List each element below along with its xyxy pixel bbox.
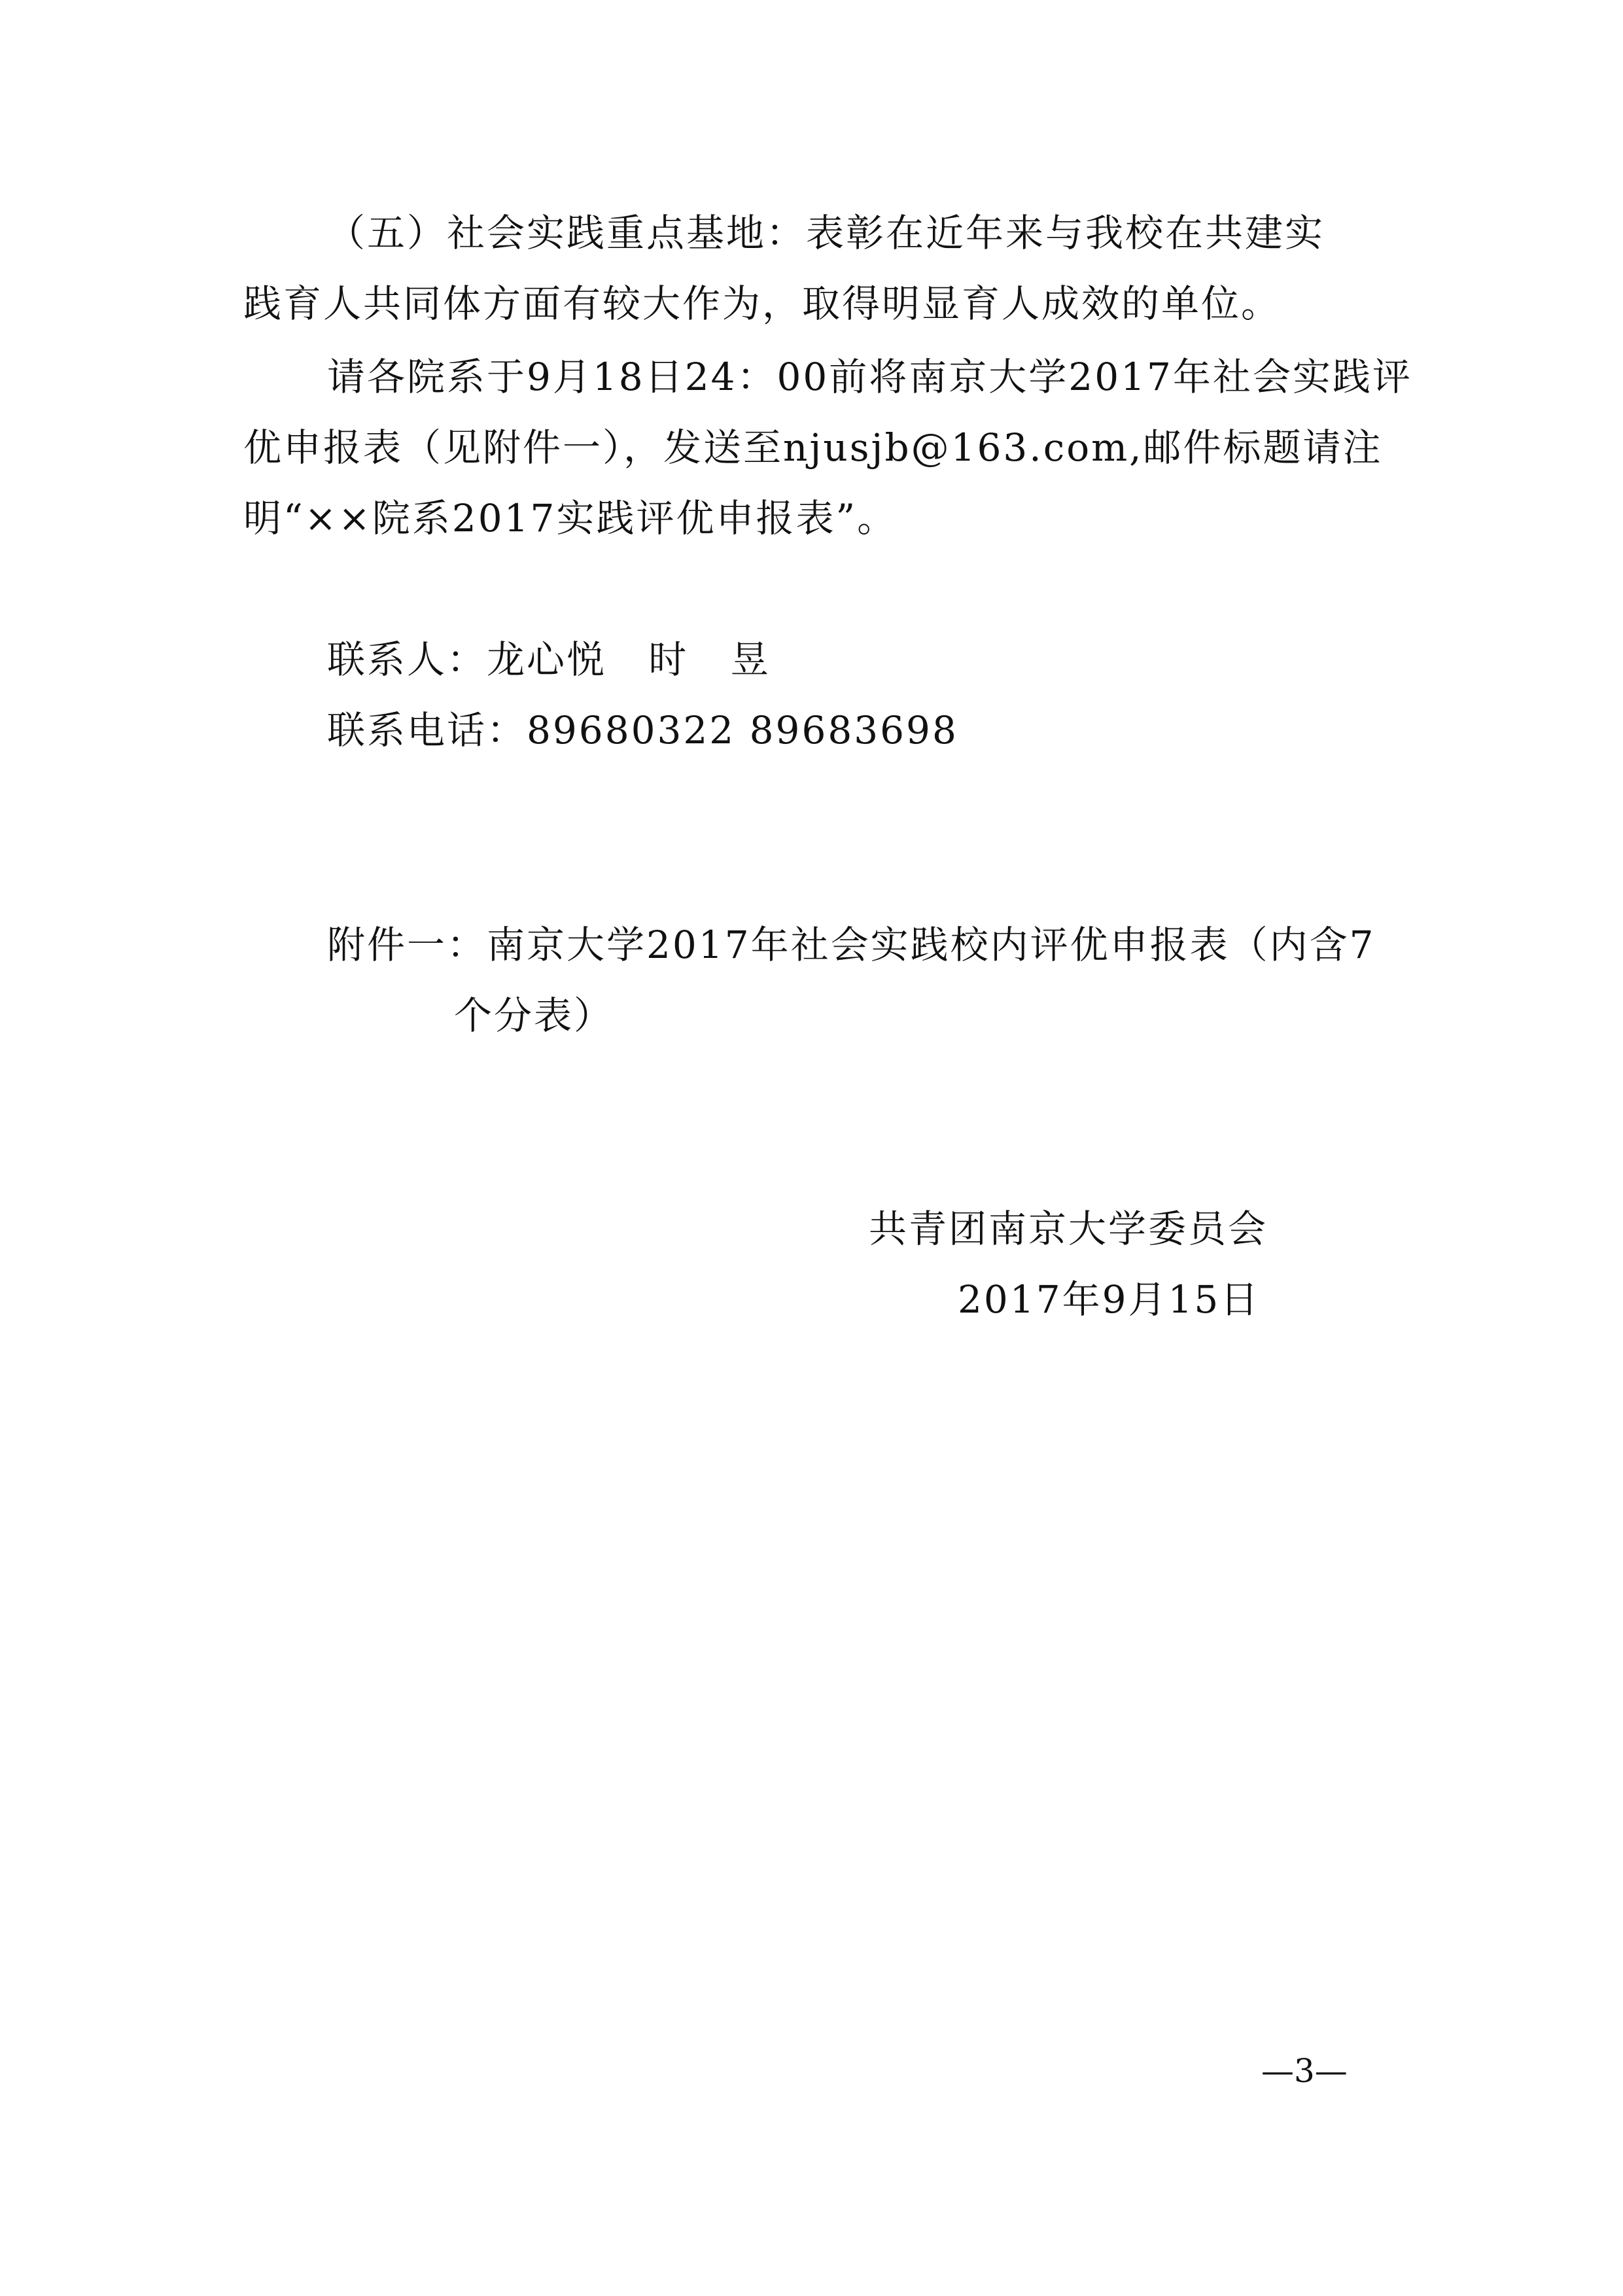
signature-date: 2017年9月15日 <box>958 1277 1261 1322</box>
notice-line-3: 明“××院系2017实践评优申报表”。 <box>243 496 898 540</box>
contact-person: 联系人：龙心悦 时 昱 <box>327 637 771 682</box>
attachment-line-1: 附件一：南京大学2017年社会实践校内评优申报表（内含7 <box>327 923 1376 967</box>
item5-line-1: （五）社会实践重点基地：表彰在近年来与我校在共建实 <box>327 211 1325 255</box>
item5-line-2: 践育人共同体方面有较大作为，取得明显育人成效的单位。 <box>243 281 1282 326</box>
notice-line-1: 请各院系于9月18日24：00前将南京大学2017年社会实践评 <box>327 355 1412 399</box>
contact-phone: 联系电话：89680322 89683698 <box>327 708 958 752</box>
notice-line-2: 优申报表（见附件一），发送至njusjb@163.com,邮件标题请注 <box>243 425 1383 470</box>
signature-organization: 共青团南京大学委员会 <box>869 1207 1268 1251</box>
attachment-line-2: 个分表） <box>454 993 614 1038</box>
page-number: —3— <box>1261 2052 1348 2090</box>
